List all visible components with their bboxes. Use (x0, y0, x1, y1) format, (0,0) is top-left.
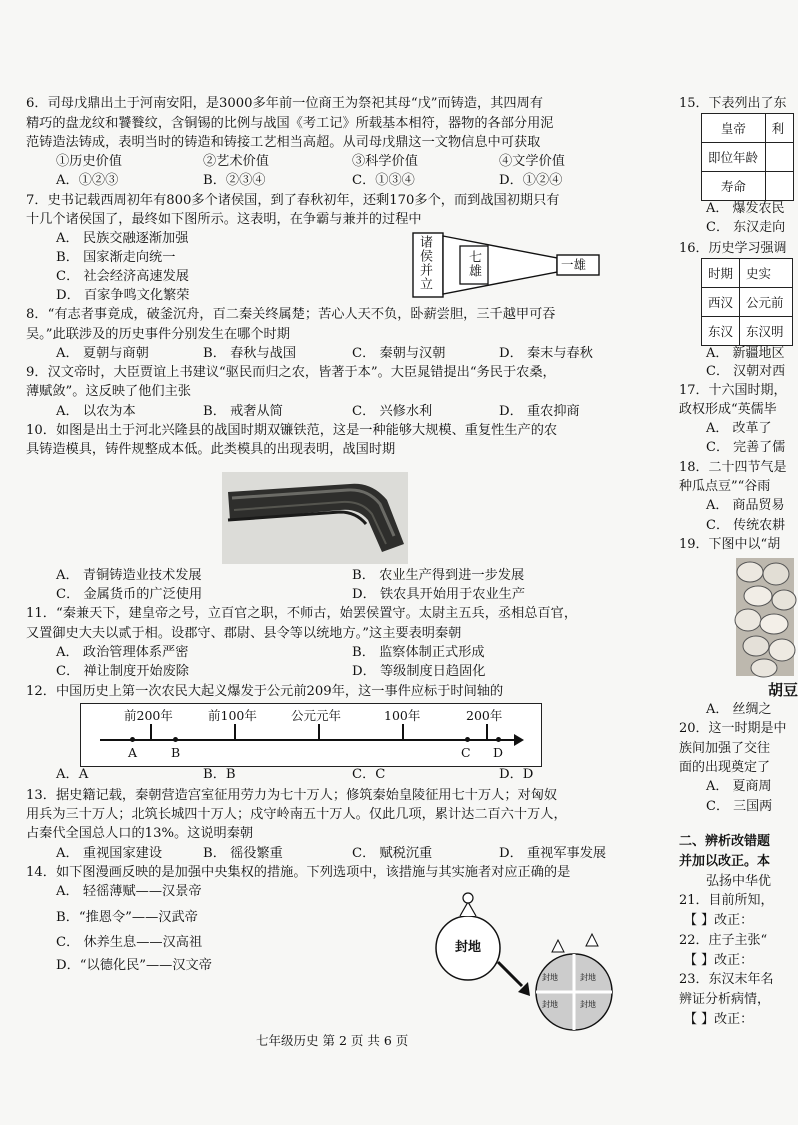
timeline-axis (100, 739, 520, 741)
q8-option-a[interactable]: A． 夏朝与商朝 (56, 346, 149, 361)
q14-option-c[interactable]: C． 休养生息——汉高祖 (56, 935, 203, 950)
q16-table (701, 258, 793, 346)
q16-option-a[interactable]: A． 新疆地区 (706, 346, 785, 361)
q15-option-c[interactable]: C． 东汉走向 (706, 220, 786, 235)
q23-line-1: 23．东汉末年名 (679, 972, 774, 987)
timeline-tick (318, 724, 320, 740)
q20-line-3: 面的出现奠定了 (679, 760, 771, 775)
q15-table-cell: 即位年龄 (702, 143, 766, 172)
cartoon-fief-sub-4: 封地 (580, 1000, 596, 1009)
q7-line-1: 7．史书记载西周初年有800多个诸侯国，到了春秋初年，还剩170多个，而到战国初期只有 (26, 193, 560, 208)
q7-option-c[interactable]: C． 社会经济高速发展 (56, 269, 189, 284)
q6-stmt-3: ③科学价值 (352, 154, 418, 169)
q17-option-c[interactable]: C． 完善了儒 (706, 440, 786, 455)
q9-option-c[interactable]: C． 兴修水利 (352, 404, 433, 419)
broad-beans-photo (736, 558, 794, 676)
q10-option-a[interactable]: A． 青铜铸造业技术发展 (56, 568, 202, 583)
q12-option-a[interactable]: A．A (56, 767, 89, 782)
q6-line-1: 6．司母戊鼎出土于河南安阳，是3000多年前一位商王为祭祀其母“戊”而铸造，其四周有 (26, 96, 543, 111)
q14-option-a[interactable]: A． 轻徭薄赋——汉景帝 (56, 884, 202, 899)
q11-line-1: 11．“秦兼天下，建皇帝之号，立百官之职，不师古，始罢侯置守。太尉主五兵，丞相总百官， (26, 606, 578, 621)
q15-table-cell: 利 (765, 114, 793, 143)
timeline-tick (402, 724, 404, 740)
timeline-point-a (130, 737, 135, 742)
timeline-tick (234, 724, 236, 740)
q13-option-d[interactable]: D． 重视军事发展 (499, 846, 607, 861)
q6-line-2: 精巧的盘龙纹和饕餮纹，含铜锡的比例与战国《考工记》所载基本相符，器物的各部分用泥 (26, 116, 554, 131)
q13-line-1: 13．据史籍记载，秦朝营造宫室征用劳力为七十万人；修筑秦始皇陵征用七十万人；对匈奴 (26, 788, 558, 803)
q16-option-c[interactable]: C． 汉朝对西 (706, 364, 786, 379)
broad-bean-caption: 胡豆 (768, 681, 798, 699)
timeline-arrow (514, 734, 524, 746)
q9-option-a[interactable]: A． 以农为本 (56, 404, 136, 419)
timeline-tick (150, 724, 152, 740)
q16-table-cell: 东汉明 (740, 317, 793, 346)
q17-line-2: 政权形成“英儒毕 (679, 402, 777, 417)
q11-option-b[interactable]: B． 监察体制正式形成 (352, 645, 485, 660)
q22-correction[interactable]: 【 】改正： (684, 953, 754, 968)
q16-table-cell: 西汉 (702, 288, 740, 317)
q9-line-1: 9．汉文帝时，大臣贾谊上书建议“驱民而归之农，皆著于本”。大臣晁错提出“务民于农桑， (26, 365, 556, 380)
q7-option-a[interactable]: A． 民族交融逐渐加强 (56, 231, 189, 246)
q6-stmt-1: ①历史价值 (56, 154, 122, 169)
timeline-point-c (465, 737, 470, 742)
timeline-mark-a: A (128, 745, 138, 760)
q14-option-d[interactable]: D．“以德化民”——汉文帝 (56, 958, 212, 973)
q20-option-a[interactable]: A． 夏商周 (706, 779, 772, 794)
q18-line-1: 18．二十四节气是 (679, 460, 787, 475)
q15-table (701, 113, 794, 201)
timeline-point-b (173, 737, 178, 742)
q20-option-c[interactable]: C． 三国两 (706, 799, 773, 814)
q16-table-cell: 史实 (740, 259, 793, 288)
q11-option-c[interactable]: C． 禅让制度开始废除 (56, 664, 189, 679)
q6-line-3: 范铸造法铸成，表明当时的铸造和铸接工艺相当高超。从司母戊鼎这一文物信息中可获取 (26, 135, 541, 150)
cartoon-fief-sub-1: 封地 (542, 973, 558, 982)
q6-stmt-2: ②艺术价值 (203, 154, 269, 169)
q14-line-1: 14．如下图漫画反映的是加强中央集权的措施。下列选项中，该措施与其实施者对应正确的是 (26, 865, 571, 880)
q10-option-d[interactable]: D． 铁农具开始用于农业生产 (352, 587, 526, 602)
diagram-label-one-power: 一雄 (561, 257, 587, 272)
q10-option-b[interactable]: B． 农业生产得到进一步发展 (352, 568, 525, 583)
q23-line-2: 辨证分析病情， (679, 992, 771, 1007)
cartoon-fief-sub-3: 封地 (542, 1000, 558, 1009)
q6-stmt-4: ④文学价值 (499, 154, 565, 169)
q11-line-2: 又置御史大夫以贰于相。设郡守、郡尉、县令等以统地方。”这主要表明秦朝 (26, 626, 462, 641)
q10-line-2: 具铸造模具，铸件规整成本低。此类模具的出现表明，战国时期 (26, 442, 396, 457)
q10-option-c[interactable]: C． 金属货币的广泛使用 (56, 587, 203, 602)
timeline-label-200ad: 200年 (466, 708, 503, 723)
q15-table-cell: 皇帝 (702, 114, 766, 143)
q18-line-2: 种瓜点豆”“谷雨 (679, 479, 771, 494)
section-2-line-3: 弘扬中华优 (706, 874, 772, 889)
q12-option-c[interactable]: C．C (352, 767, 386, 782)
q12-option-b[interactable]: B．B (203, 767, 236, 782)
q18-option-a[interactable]: A． 商品贸易 (706, 498, 785, 513)
timeline-tick (486, 724, 488, 740)
q8-option-c[interactable]: C． 秦朝与汉朝 (352, 346, 446, 361)
q6-option-c[interactable]: C．①③④ (352, 173, 415, 188)
cartoon-illustration (426, 890, 612, 1040)
iron-mold-photo (222, 472, 408, 564)
q20-line-1: 20．这一时期是中 (679, 721, 787, 736)
q17-line-1: 17．十六国时期， (679, 383, 787, 398)
timeline-label-200bc: 前200年 (124, 708, 173, 723)
section-2-line-2: 并加以改正。本 (679, 854, 771, 869)
q11-option-d[interactable]: D． 等级制度日趋固化 (352, 664, 486, 679)
q16-table-cell: 公元前 (740, 288, 793, 317)
q12-line-1: 12．中国历史上第一次农民大起义爆发于公元前209年，这一事件应标于时间轴的 (26, 684, 504, 699)
q6-option-b[interactable]: B．②③④ (203, 173, 266, 188)
q9-option-b[interactable]: B． 戒奢从简 (203, 404, 283, 419)
q7-option-d[interactable]: D． 百家争鸣文化繁荣 (56, 288, 190, 303)
q14-option-b[interactable]: B．“推恩令”——汉武帝 (56, 910, 198, 925)
cartoon-fief-label: 封地 (455, 940, 482, 955)
q11-option-a[interactable]: A． 政治管理体系严密 (56, 645, 189, 660)
q8-line-1: 8．“有志者事竟成，破釜沉舟，百二秦关终属楚；苦心人天不负，卧薪尝胆，三千越甲可吞 (26, 307, 556, 322)
q8-line-2: 吴。”此联涉及的历史事件分别发生在哪个时期 (26, 327, 290, 342)
timeline-label-100bc: 前100年 (208, 708, 257, 723)
q8-option-d[interactable]: D． 秦末与春秋 (499, 346, 593, 361)
q9-option-d[interactable]: D． 重农抑商 (499, 404, 580, 419)
q21-line-1: 21．目前所知， (679, 893, 774, 908)
q6-option-d[interactable]: D．①②④ (499, 173, 563, 188)
q20-line-2: 族间加强了交往 (679, 741, 771, 756)
q18-option-c[interactable]: C． 传统农耕 (706, 518, 786, 533)
q13-option-c[interactable]: C． 赋税沉重 (352, 846, 433, 861)
q12-option-d[interactable]: D．D (499, 767, 534, 782)
q19-line-1: 19．下图中以“胡 (679, 537, 781, 552)
timeline-mark-d: D (493, 745, 504, 760)
section-2-heading: 二、辨析改错题 (679, 834, 771, 849)
q13-line-2: 用兵为三十万人；北筑长城四十万人；戍守岭南五十万人。仅此几项，累计达二百六十万人， (26, 807, 567, 822)
timeline-mark-b: B (171, 745, 181, 760)
q16-table-cell: 时期 (702, 259, 740, 288)
timeline-label-year-1: 公元元年 (291, 708, 342, 723)
q19-option-a[interactable]: A． 丝绸之 (706, 702, 772, 717)
q22-line-1: 22．庄子主张“ (679, 933, 768, 948)
q13-option-a[interactable]: A． 重视国家建设 (56, 846, 163, 861)
q6-option-a[interactable]: A．①②③ (56, 173, 119, 188)
q16-line-1: 16．历史学习强调 (679, 241, 787, 256)
q15-option-a[interactable]: A． 爆发农民 (706, 201, 785, 216)
diagram-label-many-states: 诸侯并立 (417, 235, 432, 291)
q13-option-b[interactable]: B． 徭役繁重 (203, 846, 283, 861)
q7-line-2: 十几个诸侯国了，最终如下图所示。这表明，在争霸与兼并的过程中 (26, 212, 422, 227)
timeline-mark-c: C (461, 745, 471, 760)
q10-line-1: 10．如图是出土于河北兴隆县的战国时期双镰铁范，这是一种能够大规模、重复性生产的农 (26, 423, 558, 438)
q23-correction[interactable]: 【 】改正： (684, 1012, 754, 1027)
q21-correction[interactable]: 【 】改正： (684, 913, 754, 928)
timeline-point-d (496, 737, 501, 742)
q17-option-a[interactable]: A． 改革了 (706, 421, 772, 436)
q7-option-b[interactable]: B． 国家渐走向统一 (56, 250, 176, 265)
q8-option-b[interactable]: B． 春秋与战国 (203, 346, 297, 361)
q13-line-3: 占秦代全国总人口的13%。这说明秦朝 (26, 826, 254, 841)
q16-table-cell: 东汉 (702, 317, 740, 346)
diagram-label-seven-powers: 七雄 (466, 250, 481, 278)
page-footer: 七年级历史 第 2 页 共 6 页 (256, 1033, 409, 1048)
timeline-label-100ad: 100年 (384, 708, 421, 723)
q15-table-cell: 寿命 (702, 172, 766, 201)
cartoon-fief-sub-2: 封地 (580, 973, 596, 982)
q9-line-2: 薄赋敛”。这反映了他们主张 (26, 384, 191, 399)
q15-line-1: 15．下表列出了东 (679, 96, 787, 111)
